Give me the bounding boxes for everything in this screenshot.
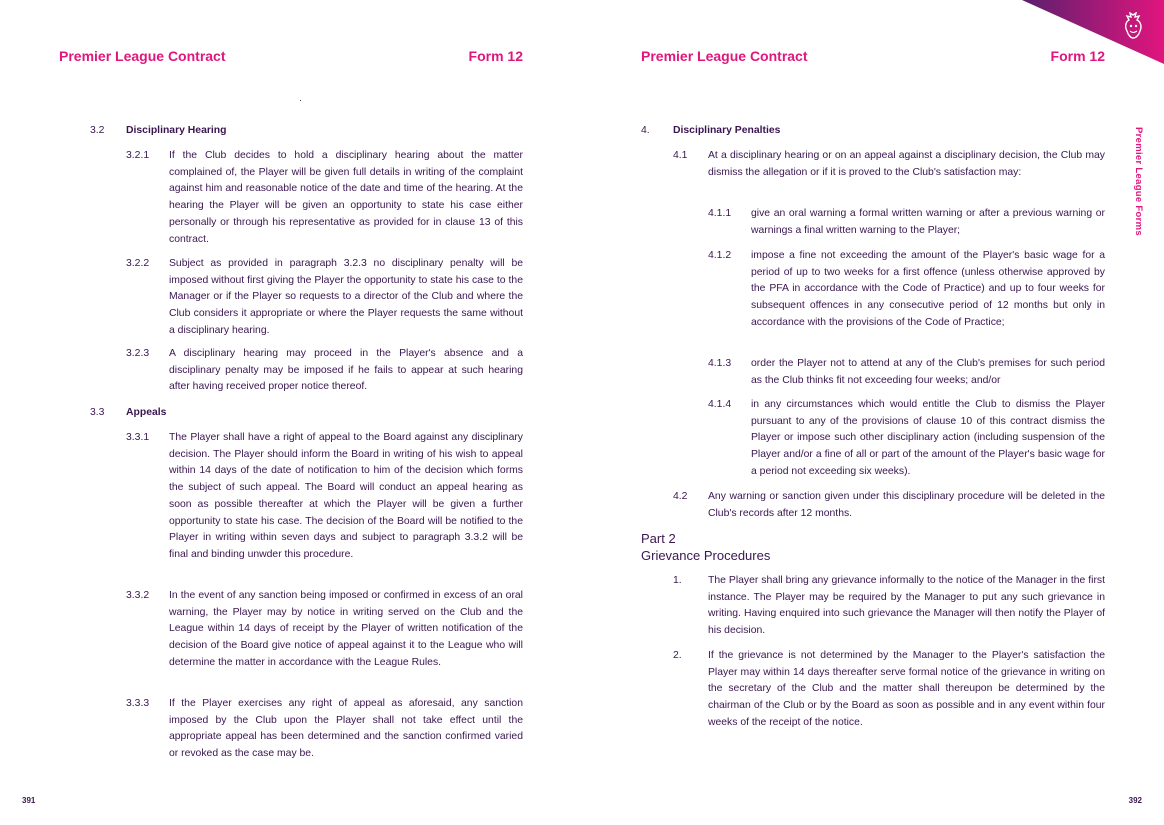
- clause-4-1-1: [708, 206, 1105, 239]
- lion-crest-icon: [1120, 12, 1146, 40]
- clause-text: The Player shall have a right of appeal to the Board against any disciplinary decision. The Player should inform the Board in writing of his wish to appeal within 14 days of the date of notification to him of the decision which forms the subject of such appeal. The Board will conduct an appeal hearing as soon as possible thereafter at which the Player will be given a further opportunity to state his case. The decision of the Board will be notified to the Player in writing within seven days and subject to paragraph 3.3.2 will be final and binding unwder this procedure.: [169, 432, 523, 560]
- clause-text: Subject as provided in paragraph 3.2.3 no disciplinary penalty will be imposed without first giving the Player the opportunity to state his case to the Manager or if the Player so requests to a director of the Club and where the Club considers it appropriate or where the Player requests the same without a disciplinary hearing.: [169, 258, 523, 336]
- clause-number: 3.2.1: [126, 150, 150, 161]
- clause-4-2: [673, 489, 1105, 522]
- clause-3-2-1: [126, 148, 523, 248]
- clause-4-1-3: [708, 356, 1105, 389]
- clause-text: impose a fine not exceeding the amount of the Player's basic wage for a period of up to two weeks for a first offence (unless otherwise approved by the PFA in accordance with the Code of Practice) and up to four weeks for subsequent offences in any consecutive period of 12 months but only in accordance with the provisions of the Code of Practice;: [751, 250, 1105, 328]
- clause-3-2-2: [126, 256, 523, 340]
- stray-dot: [300, 100, 301, 101]
- clause-4-1-4: [708, 397, 1105, 481]
- section-title: Appeals: [126, 407, 167, 418]
- clause-4-1: [673, 148, 1105, 181]
- page-number: 392: [1128, 796, 1142, 805]
- clause-3-3-1: [126, 430, 523, 564]
- clause-text: Any warning or sanction given under this disciplinary procedure will be deleted in the Club's records after 12 months.: [708, 491, 1105, 519]
- clause-number: 4.1: [673, 150, 688, 161]
- part-2-heading: [641, 530, 770, 564]
- clause-text: If the Club decides to hold a disciplinary hearing about the matter complained of, the Player will be given full details in writing of the complaint against him and reasonable notice of the date and time of the hearing. At the hearing the Player will be given an opportunity to state his case either personally or through his representative as provided for in clause 13 of this contract.: [169, 150, 523, 245]
- section-number: 4.: [641, 125, 650, 136]
- section-title: Disciplinary Penalties: [673, 125, 781, 136]
- clause-text: In the event of any sanction being imposed or confirmed in excess of an oral warning, the Player may by notice in writing served on the Club and the League within 14 days of receipt by the Player of written notification of the decision of the Board give notice of appeal against it to the League who will determine the matter in accordance with the League Rules.: [169, 590, 523, 668]
- side-tab-premier-league-forms: Premier League Forms: [1133, 127, 1144, 236]
- clause-text: The Player shall bring any grievance informally to the notice of the Manager in the first instance. The Player may be required by the Manager to put any such grievance in writing. Having enquired into such grievance the Manager will then notify the Player of his decision.: [708, 575, 1105, 637]
- clause-text: order the Player not to attend at any of the Club's premises for such period as the Club thinks fit not exceeding four weeks; and/or: [751, 358, 1105, 386]
- clause-text: in any circumstances which would entitle the Club to dismiss the Player pursuant to any of the provisions of clause 10 of this contract dismiss the Player or impose such other disciplinary action (including suspension of the Player and/or a fine of all or part of the amount of the Player's basic wage for a period not exceeding six weeks).: [751, 399, 1105, 477]
- header-title: Premier League Contract: [59, 48, 226, 64]
- clause-number: 3.3.3: [126, 698, 150, 709]
- clause-text: A disciplinary hearing may proceed in the Player's absence and a disciplinary penalty may be imposed if he fails to appear at such hearing after having received proper notice thereof.: [169, 348, 523, 393]
- clause-number: 1.: [673, 575, 682, 586]
- section-4: [641, 123, 1111, 140]
- section-title: Disciplinary Hearing: [126, 125, 227, 136]
- section-3-2: [90, 123, 530, 140]
- clause-number: 4.1.1: [708, 208, 732, 219]
- clause-text: If the grievance is not determined by the Manager to the Player's satisfaction the Player may within 14 days thereafter serve formal notice of the grievance in writing on the secretary of the Club and the matter shall thereupon be determined by the chairman of the Club or by the Board as soon as possible and in any event within four weeks of the receipt of the notice.: [708, 650, 1105, 728]
- right-page: [582, 0, 1164, 825]
- section-number: 3.2: [90, 125, 105, 136]
- clause-3-2-3: [126, 346, 523, 396]
- grievance-1: [673, 573, 1105, 640]
- header-form: Form 12: [1050, 48, 1105, 64]
- clause-text: At a disciplinary hearing or on an appeal against a disciplinary decision, the Club may dismiss the allegation or if it is proved to the Club's satisfaction may:: [708, 150, 1105, 178]
- clause-number: 4.2: [673, 491, 688, 502]
- grievance-2: [673, 648, 1105, 732]
- clause-number: 3.2.3: [126, 348, 150, 359]
- clause-number: 2.: [673, 650, 682, 661]
- clause-number: 4.1.2: [708, 250, 732, 261]
- clause-text: If the Player exercises any right of appeal as aforesaid, any sanction imposed by the Club upon the Player shall not take effect until the appropriate appeal has been determined and the sanction confirmed varied or revoked as the case may be.: [169, 698, 523, 760]
- page-number: 391: [22, 796, 36, 805]
- header-form: Form 12: [468, 48, 523, 64]
- clause-3-3-3: [126, 696, 523, 763]
- clause-number: 4.1.4: [708, 399, 732, 410]
- header-title: Premier League Contract: [641, 48, 808, 64]
- clause-number: 4.1.3: [708, 358, 732, 369]
- clause-3-3-2: [126, 588, 523, 672]
- section-3-3: [90, 405, 530, 422]
- part-title: Grievance Procedures: [641, 548, 771, 563]
- clause-number: 3.2.2: [126, 258, 150, 269]
- clause-4-1-2: [708, 248, 1105, 332]
- part-label: Part 2: [641, 531, 676, 546]
- clause-number: 3.3.1: [126, 432, 150, 443]
- clause-number: 3.3.2: [126, 590, 150, 601]
- section-number: 3.3: [90, 407, 105, 418]
- clause-text: give an oral warning a formal written warning or after a previous warning or warnings a final written warning to the Player;: [751, 208, 1105, 236]
